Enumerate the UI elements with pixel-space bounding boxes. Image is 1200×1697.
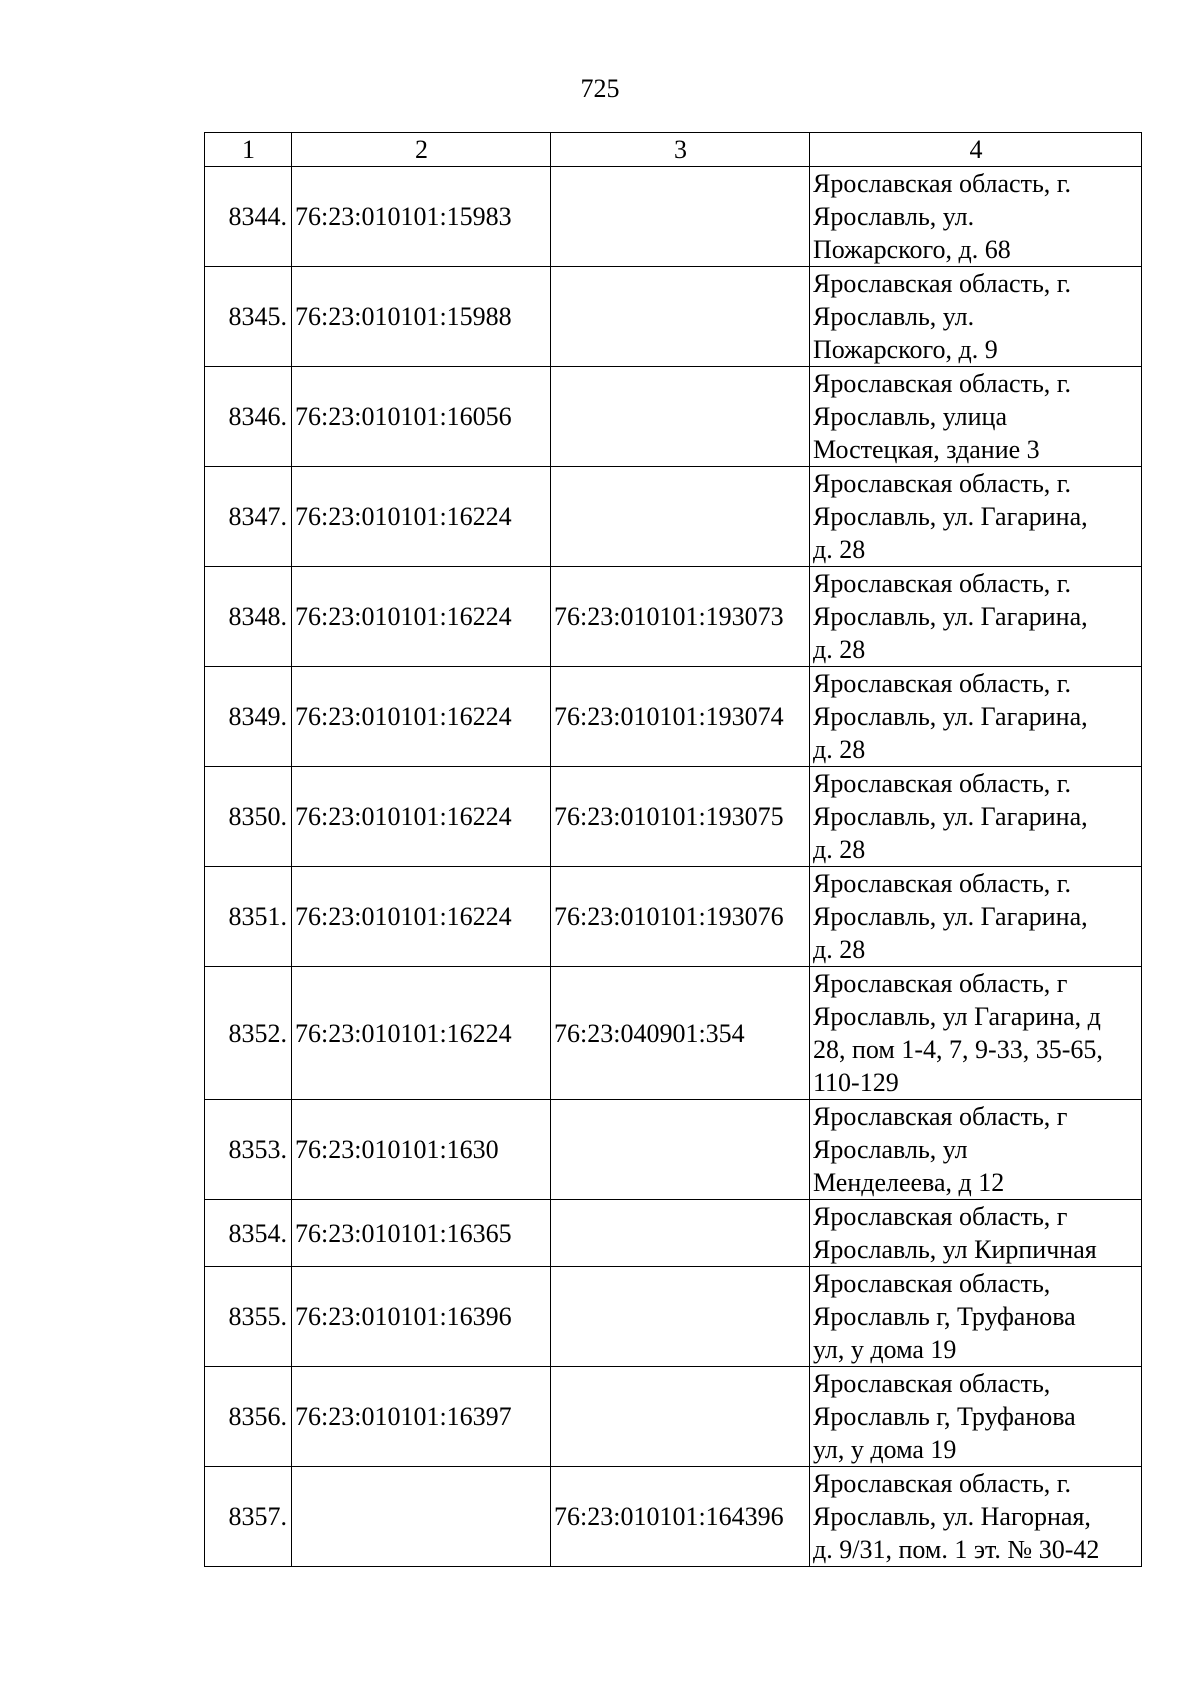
cadastral-number-cell: 76:23:010101:16224 — [292, 767, 551, 867]
address-line: Ярославская область, г. — [813, 769, 1072, 798]
address-line: Ярославская область, г. — [813, 369, 1072, 398]
column-header-2: 2 — [292, 133, 551, 167]
column-header-4: 4 — [810, 133, 1142, 167]
address-line: Пожарского, д. 9 — [813, 335, 998, 364]
table-row — [205, 1100, 1142, 1200]
table-row — [205, 1467, 1142, 1567]
address-line: Пожарского, д. 68 — [813, 235, 1011, 264]
table-row — [205, 567, 1142, 667]
cadastral-number-cell: 76:23:010101:16365 — [292, 1200, 551, 1267]
address-line: 110-129 — [813, 1068, 899, 1097]
address-line: Менделеева, д 12 — [813, 1168, 1005, 1197]
related-cadastral-number-cell — [551, 1100, 810, 1200]
row-number-cell: 8356. — [205, 1367, 292, 1467]
row-number-cell: 8351. — [205, 867, 292, 967]
row-number-cell: 8345. — [205, 267, 292, 367]
address-line: Ярославль, ул. Гагарина, — [813, 702, 1088, 731]
related-cadastral-number-cell — [551, 267, 810, 367]
address-line: Ярославль, ул. Гагарина, — [813, 602, 1088, 631]
related-cadastral-number-cell: 76:23:040901:354 — [551, 967, 810, 1100]
table-row — [205, 367, 1142, 467]
address-line: Ярославль, ул. — [813, 202, 975, 231]
table-row — [205, 467, 1142, 567]
address-line: Ярославская область, г. — [813, 869, 1072, 898]
cadastral-number-cell: 76:23:010101:1630 — [292, 1100, 551, 1200]
registry-table — [204, 132, 1142, 1567]
table-row — [205, 867, 1142, 967]
address-cell — [810, 1200, 1142, 1267]
row-number-cell: 8357. — [205, 1467, 292, 1567]
cadastral-number-cell: 76:23:010101:16397 — [292, 1367, 551, 1467]
address-line: Ярославль, ул Кирпичная — [813, 1235, 1097, 1264]
address-line: Ярославль, ул — [813, 1135, 968, 1164]
address-cell — [810, 1267, 1142, 1367]
table-row — [205, 667, 1142, 767]
cadastral-number-cell: 76:23:010101:16396 — [292, 1267, 551, 1367]
address-cell — [810, 467, 1142, 567]
address-cell — [810, 767, 1142, 867]
related-cadastral-number-cell — [551, 1367, 810, 1467]
cadastral-number-cell: 76:23:010101:15988 — [292, 267, 551, 367]
cadastral-number-cell: 76:23:010101:15983 — [292, 167, 551, 267]
row-number-cell: 8344. — [205, 167, 292, 267]
address-line: Ярославль г, Труфанова — [813, 1402, 1076, 1431]
address-line: Ярославская область, г — [813, 1202, 1068, 1231]
table-row — [205, 1367, 1142, 1467]
related-cadastral-number-cell: 76:23:010101:164396 — [551, 1467, 810, 1567]
related-cadastral-number-cell: 76:23:010101:193074 — [551, 667, 810, 767]
address-line: д. 28 — [813, 735, 866, 764]
address-line: Ярославль, ул Гагарина, д — [813, 1002, 1101, 1031]
address-line: Ярославль, ул. — [813, 302, 975, 331]
related-cadastral-number-cell: 76:23:010101:193075 — [551, 767, 810, 867]
table-row — [205, 1200, 1142, 1267]
address-line: Ярославль, ул. Гагарина, — [813, 802, 1088, 831]
address-cell — [810, 567, 1142, 667]
row-number-cell: 8354. — [205, 1200, 292, 1267]
cadastral-number-cell: 76:23:010101:16056 — [292, 367, 551, 467]
related-cadastral-number-cell — [551, 1200, 810, 1267]
cadastral-number-cell: 76:23:010101:16224 — [292, 467, 551, 567]
related-cadastral-number-cell — [551, 467, 810, 567]
address-cell — [810, 1467, 1142, 1567]
table-row — [205, 1267, 1142, 1367]
address-cell — [810, 267, 1142, 367]
address-cell — [810, 367, 1142, 467]
cadastral-number-cell — [292, 1467, 551, 1567]
address-line: Ярославская область, г. — [813, 1469, 1072, 1498]
cadastral-number-cell: 76:23:010101:16224 — [292, 967, 551, 1100]
column-header-3: 3 — [551, 133, 810, 167]
table-body — [205, 167, 1142, 1567]
page-number: 725 — [580, 74, 620, 103]
address-cell — [810, 867, 1142, 967]
address-line: ул, у дома 19 — [813, 1435, 957, 1464]
address-cell — [810, 667, 1142, 767]
address-line: Ярославская область, г. — [813, 669, 1072, 698]
row-number-cell: 8346. — [205, 367, 292, 467]
address-cell — [810, 1100, 1142, 1200]
address-line: ул, у дома 19 — [813, 1335, 957, 1364]
address-line: д. 28 — [813, 635, 866, 664]
address-line: Ярославль, ул. Нагорная, — [813, 1502, 1091, 1531]
table-header — [205, 133, 1142, 167]
table-row — [205, 267, 1142, 367]
table-row — [205, 767, 1142, 867]
column-header-1: 1 — [205, 133, 292, 167]
address-line: д. 28 — [813, 535, 866, 564]
cadastral-number-cell: 76:23:010101:16224 — [292, 867, 551, 967]
address-line: Ярославль, ул. Гагарина, — [813, 902, 1088, 931]
related-cadastral-number-cell — [551, 1267, 810, 1367]
address-line: Мостецкая, здание 3 — [813, 435, 1040, 464]
address-line: д. 28 — [813, 835, 866, 864]
address-line: д. 9/31, пом. 1 эт. № 30-42 — [813, 1535, 1100, 1564]
table-row — [205, 967, 1142, 1100]
address-line: Ярославль г, Труфанова — [813, 1302, 1076, 1331]
address-line: Ярославская область, г. — [813, 469, 1072, 498]
address-line: Ярославская область, г — [813, 1102, 1068, 1131]
address-cell — [810, 167, 1142, 267]
cadastral-number-cell: 76:23:010101:16224 — [292, 567, 551, 667]
row-number-cell: 8347. — [205, 467, 292, 567]
row-number-cell: 8348. — [205, 567, 292, 667]
address-line: Ярославская область, г. — [813, 569, 1072, 598]
address-line: д. 28 — [813, 935, 866, 964]
address-line: Ярославская область, г — [813, 969, 1068, 998]
row-number-cell: 8349. — [205, 667, 292, 767]
row-number-cell: 8350. — [205, 767, 292, 867]
address-line: Ярославская область, — [813, 1369, 1051, 1398]
related-cadastral-number-cell: 76:23:010101:193073 — [551, 567, 810, 667]
related-cadastral-number-cell — [551, 367, 810, 467]
address-line: Ярославская область, г. — [813, 269, 1072, 298]
address-line: Ярославская область, — [813, 1269, 1051, 1298]
address-line: 28, пом 1-4, 7, 9-33, 35-65, — [813, 1035, 1103, 1064]
cadastral-number-cell: 76:23:010101:16224 — [292, 667, 551, 767]
related-cadastral-number-cell: 76:23:010101:193076 — [551, 867, 810, 967]
header-row — [205, 133, 1142, 167]
row-number-cell: 8355. — [205, 1267, 292, 1367]
row-number-cell: 8352. — [205, 967, 292, 1100]
row-number-cell: 8353. — [205, 1100, 292, 1200]
table-row — [205, 167, 1142, 267]
address-cell — [810, 967, 1142, 1100]
address-line: Ярославль, улица — [813, 402, 1008, 431]
address-cell — [810, 1367, 1142, 1467]
address-line: Ярославль, ул. Гагарина, — [813, 502, 1088, 531]
address-line: Ярославская область, г. — [813, 169, 1072, 198]
related-cadastral-number-cell — [551, 167, 810, 267]
